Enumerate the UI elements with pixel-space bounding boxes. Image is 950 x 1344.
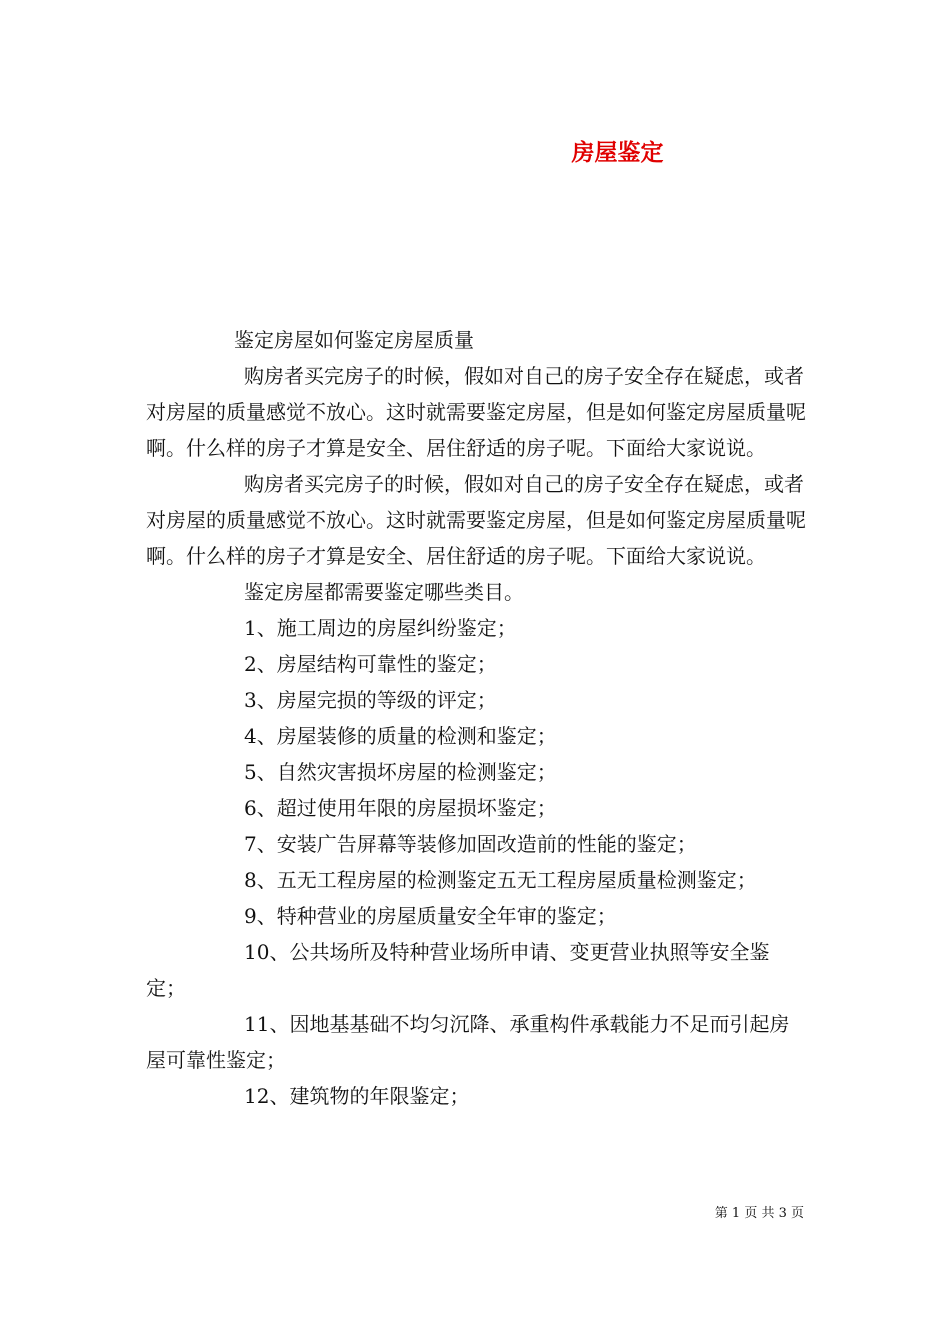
list-item: 3、房屋完损的等级的评定； <box>244 688 497 712</box>
list-item: 8、五无工程房屋的检测鉴定五无工程房屋质量检测鉴定； <box>244 868 757 892</box>
list-item: 6、超过使用年限的房屋损坏鉴定； <box>244 796 557 820</box>
list-item: 2、房屋结构可靠性的鉴定； <box>244 652 497 676</box>
list-item: 4、房屋装修的质量的检测和鉴定； <box>244 724 557 748</box>
list-item: 12、建筑物的年限鉴定； <box>244 1084 470 1108</box>
page-footer: 第 1 页 共 3 页 <box>714 1206 804 1221</box>
paragraph: 鉴定房屋都需要鉴定哪些类目。 <box>244 580 524 604</box>
list-item: 10、公共场所及特种营业场所申请、变更营业执照等安全鉴定； <box>146 940 770 1000</box>
document-title: 房屋鉴定 <box>571 140 664 166</box>
list-item: 9、特种营业的房屋质量安全年审的鉴定； <box>244 904 617 928</box>
list-item: 11、因地基基础不均匀沉降、承重构件承载能力不足而引起房屋可靠性鉴定； <box>146 1012 790 1072</box>
list-item: 7、安装广告屏幕等装修加固改造前的性能的鉴定； <box>244 832 697 856</box>
list-item: 1、施工周边的房屋纠纷鉴定； <box>244 616 517 640</box>
list-item: 5、自然灾害损坏房屋的检测鉴定； <box>244 760 557 784</box>
paragraph: 购房者买完房子的时候，假如对自己的房子安全存在疑虑，或者对房屋的质量感觉不放心。这时就需要鉴定房屋，但是如何鉴定房屋质量呢啊。什么样的房子才算是安全、居住舒适的房子呢。下面给大家说说。 <box>146 472 806 568</box>
document-body <box>146 322 806 1114</box>
paragraph: 购房者买完房子的时候，假如对自己的房子安全存在疑虑，或者对房屋的质量感觉不放心。这时就需要鉴定房屋，但是如何鉴定房屋质量呢啊。什么样的房子才算是安全、居住舒适的房子呢。下面给大家说说。 <box>146 364 806 460</box>
document-subtitle: 鉴定房屋如何鉴定房屋质量 <box>234 328 474 352</box>
